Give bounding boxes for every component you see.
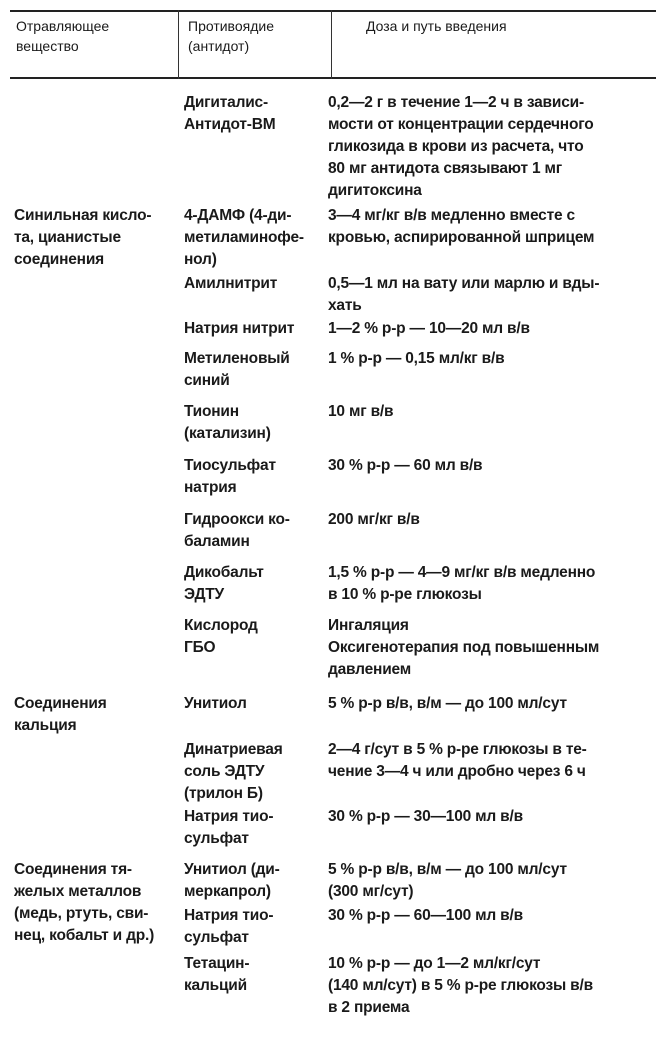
antidote-cell: Тиосульфат натрия bbox=[184, 457, 276, 496]
antidote-cell: Метиленовый синий bbox=[184, 350, 290, 389]
header-antidote: Противоядие (антидот) bbox=[188, 18, 274, 54]
antidote-cell: Гидроокси ко- баламин bbox=[184, 511, 290, 550]
dose-cell: 2—4 г/сут в 5 % р-ре глюкозы в те- чение 3—4 ч или дробно через 6 ч bbox=[328, 741, 587, 780]
antidote-cell: Амилнитрит bbox=[184, 275, 278, 292]
header-bottom-rule bbox=[10, 77, 656, 79]
dose-cell: 10 мг в/в bbox=[328, 403, 394, 420]
antidote-cell: Кислород ГБО bbox=[184, 617, 258, 656]
dose-cell: 1—2 % р-р — 10—20 мл в/в bbox=[328, 320, 530, 337]
dose-cell: 5 % р-р в/в, в/м — до 100 мл/сут bbox=[328, 695, 567, 712]
antidote-cell: Тетацин- кальций bbox=[184, 955, 250, 994]
dose-cell: 30 % р-р — 60 мл в/в bbox=[328, 457, 483, 474]
column-divider bbox=[178, 10, 179, 79]
antidote-cell: 4-ДАМФ (4-ди- метиламинофе- нол) bbox=[184, 207, 304, 268]
poison-cell: Соединения кальция bbox=[14, 695, 107, 734]
dose-cell: 1 % р-р — 0,15 мл/кг в/в bbox=[328, 350, 505, 367]
table-top-rule bbox=[10, 10, 656, 12]
dose-cell: 30 % р-р — 30—100 мл в/в bbox=[328, 808, 523, 825]
antidote-cell: Унитиол bbox=[184, 695, 247, 712]
antidote-cell: Натрия тио- сульфат bbox=[184, 808, 274, 847]
dose-cell: Ингаляция Оксигенотерапия под повышенным давлением bbox=[328, 617, 600, 678]
dose-cell: 200 мг/кг в/в bbox=[328, 511, 420, 528]
dose-cell: 3—4 мг/кг в/в медленно вместе с кровью, аспирированной шприцем bbox=[328, 207, 595, 246]
header-dose: Доза и путь введения bbox=[366, 18, 507, 34]
dose-cell: 10 % р-р — до 1—2 мл/кг/сут (140 мл/сут) в 5 % р-ре глюкозы в/в в 2 приема bbox=[328, 955, 593, 1016]
poison-cell: Соединения тя- желых металлов (медь, ртуть, сви- нец, кобальт и др.) bbox=[14, 861, 155, 944]
column-divider bbox=[331, 10, 332, 79]
antidote-cell: Тионин (катализин) bbox=[184, 403, 271, 442]
dose-cell: 30 % р-р — 60—100 мл в/в bbox=[328, 907, 523, 924]
dose-cell: 0,2—2 г в течение 1—2 ч в зависи- мости от концентрации сердечного гликозида в крови из расчета, что 80 мг антидота связывают 1 мг дигитоксина bbox=[328, 94, 594, 199]
antidote-cell: Унитиол (ди- меркапрол) bbox=[184, 861, 280, 900]
antidote-cell: Натрия нитрит bbox=[184, 320, 295, 337]
dose-cell: 0,5—1 мл на вату или марлю и вды- хать bbox=[328, 275, 600, 314]
antidote-cell: Динатриевая соль ЭДТУ (трилон Б) bbox=[184, 741, 283, 802]
header-poison: Отравляющее вещество bbox=[16, 18, 110, 54]
dose-cell: 1,5 % р-р — 4—9 мг/кг в/в медленно в 10 % р-ре глюкозы bbox=[328, 564, 596, 603]
antidote-cell: Дигиталис- Антидот-ВМ bbox=[184, 94, 276, 133]
antidote-cell: Дикобальт ЭДТУ bbox=[184, 564, 264, 603]
dose-cell: 5 % р-р в/в, в/м — до 100 мл/сут (300 мг/сут) bbox=[328, 861, 567, 900]
poison-cell: Синильная кисло- та, цианистые соединения bbox=[14, 207, 152, 268]
antidote-cell: Натрия тио- сульфат bbox=[184, 907, 274, 946]
